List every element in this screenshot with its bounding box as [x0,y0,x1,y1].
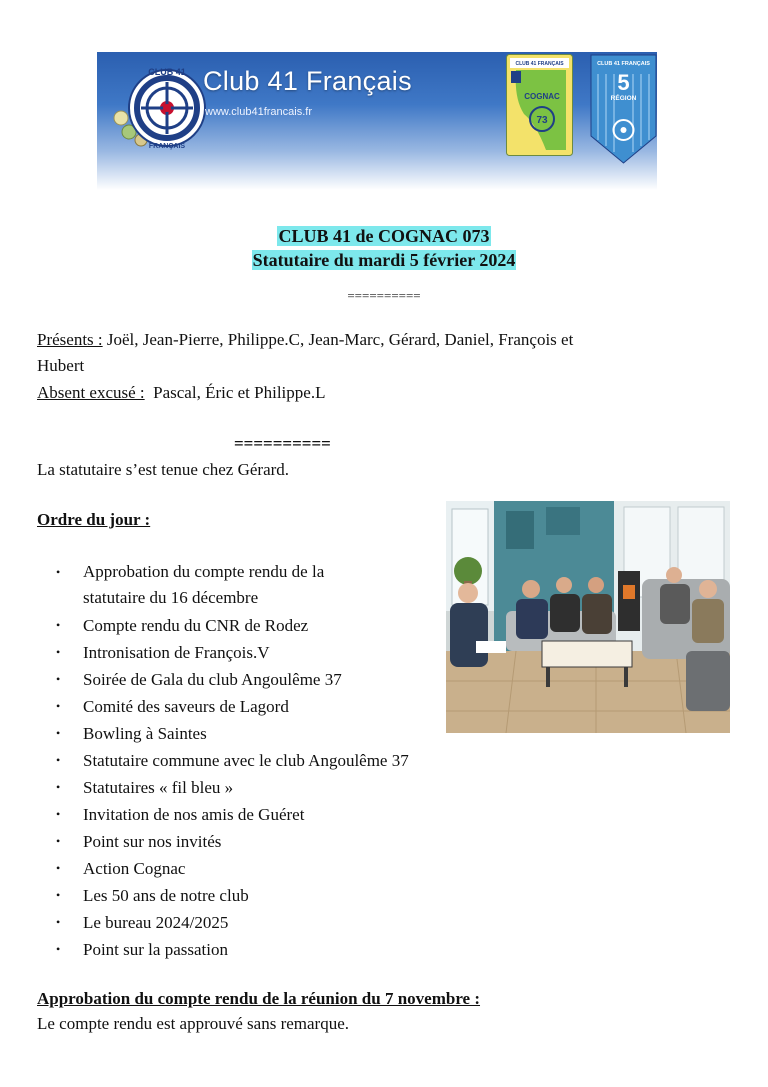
list-item: • Statutaire commune avec le club Angoulême 37 [56,747,409,774]
title-line-2: Statutaire du mardi 5 février 2024 [252,250,516,270]
approbation-heading: Approbation du compte rendu de la réunion du 7 novembre : [37,989,481,1008]
presents-names-cont: Hubert [37,356,85,375]
list-item: • Approbation du compte rendu de la statutaire du 16 décembre [56,559,383,611]
list-item: • Comité des saveurs de Lagord [56,693,409,720]
presents-names: Joël, Jean-Pierre, Philippe.C, Jean-Marc, Gérard, Daniel, François et [102,330,574,349]
list-item: • Statutaires « fil bleu » [56,774,409,801]
cognac-top-text: CLUB 41 FRANÇAIS [515,61,564,67]
list-item: • Invitation de nos amis de Guéret [56,801,409,828]
presents-label: Présents : [37,330,103,349]
brand-title: Club 41 Français [203,66,412,96]
list-item: • Les 50 ans de notre club [56,882,409,909]
list-item: • Compte rendu du CNR de Rodez [56,612,409,639]
list-item: • Point sur nos invités [56,828,409,855]
agenda-heading: Ordre du jour : [37,510,151,529]
list-item: • Point sur la passation [56,936,409,963]
cognac-number-text: 73 [536,115,548,126]
document-title [0,224,768,272]
agenda-list [56,559,409,963]
absents-line [37,380,325,406]
meeting-photo [446,501,730,733]
logo-bottom-text: FRANÇAIS [148,143,186,150]
list-item: • Intronisation de François.V [56,639,409,666]
list-item: • Bowling à Saintes [56,720,409,747]
presents-line [37,327,573,353]
region-top-text: CLUB 41 FRANÇAIS [597,61,650,67]
cognac-name-text: COGNAC [524,92,560,101]
list-item: • Soirée de Gala du club Angoulême 37 [56,666,409,693]
header-banner [97,52,657,190]
list-item: • Action Cognac [56,855,409,882]
absents-names: Pascal, Éric et Philippe.L [144,383,326,402]
cognac-pennant-icon [506,54,573,156]
approbation-text: Le compte rendu est approuvé sans remarque. [37,1014,350,1033]
meeting-location: La statutaire s’est tenue chez Gérard. [37,460,290,479]
logo-top-text: CLUB 41 [148,67,186,77]
region-number-text: 5 [617,70,630,95]
club41-logo-icon [111,60,211,160]
separator-mid: ========== [234,434,331,453]
list-item: • Le bureau 2024/2025 [56,909,409,936]
website-link[interactable]: www.club41francais.fr [205,106,312,118]
region-pennant-icon [590,54,657,164]
region-label-text: RÉGION [610,95,637,102]
absents-label: Absent excusé : [37,383,145,402]
title-line-1: CLUB 41 de COGNAC 073 [278,226,490,246]
separator-top: ========== [347,288,421,303]
